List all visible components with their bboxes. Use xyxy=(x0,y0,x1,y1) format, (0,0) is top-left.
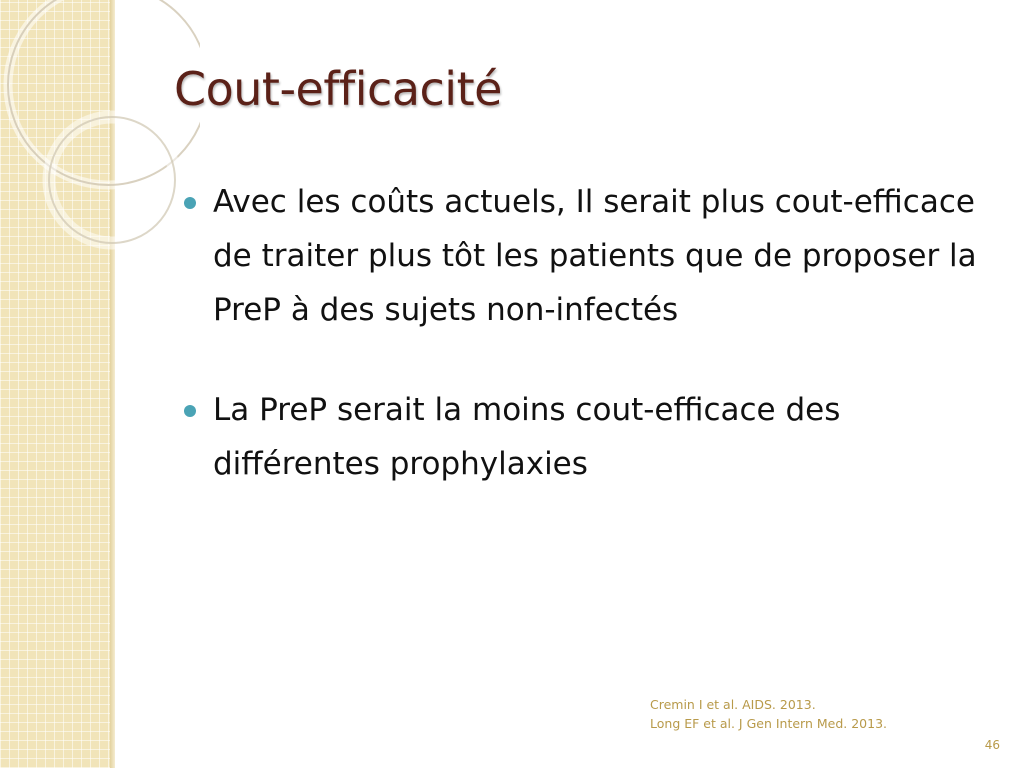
slide-title: Cout-efficacité xyxy=(174,62,502,116)
bullet-list xyxy=(182,175,992,491)
bullet-text: La PreP serait la moins cout-efficace des différentes prophylaxies xyxy=(213,392,841,482)
decorative-rings xyxy=(0,0,200,300)
references xyxy=(650,695,887,733)
bullet-dot-icon xyxy=(184,405,196,417)
page-number: 46 xyxy=(984,738,1000,752)
bullet-item xyxy=(182,383,992,491)
reference-line: Cremin I et al. AIDS. 2013. xyxy=(650,697,816,712)
bullet-text: Avec les coûts actuels, Il serait plus cout-efficace de traiter plus tôt les patients que de proposer la PreP à des sujets non-infectés xyxy=(213,184,977,328)
bullet-item xyxy=(182,175,992,337)
reference-line: Long EF et al. J Gen Intern Med. 2013. xyxy=(650,716,888,731)
bullet-dot-icon xyxy=(184,197,196,209)
